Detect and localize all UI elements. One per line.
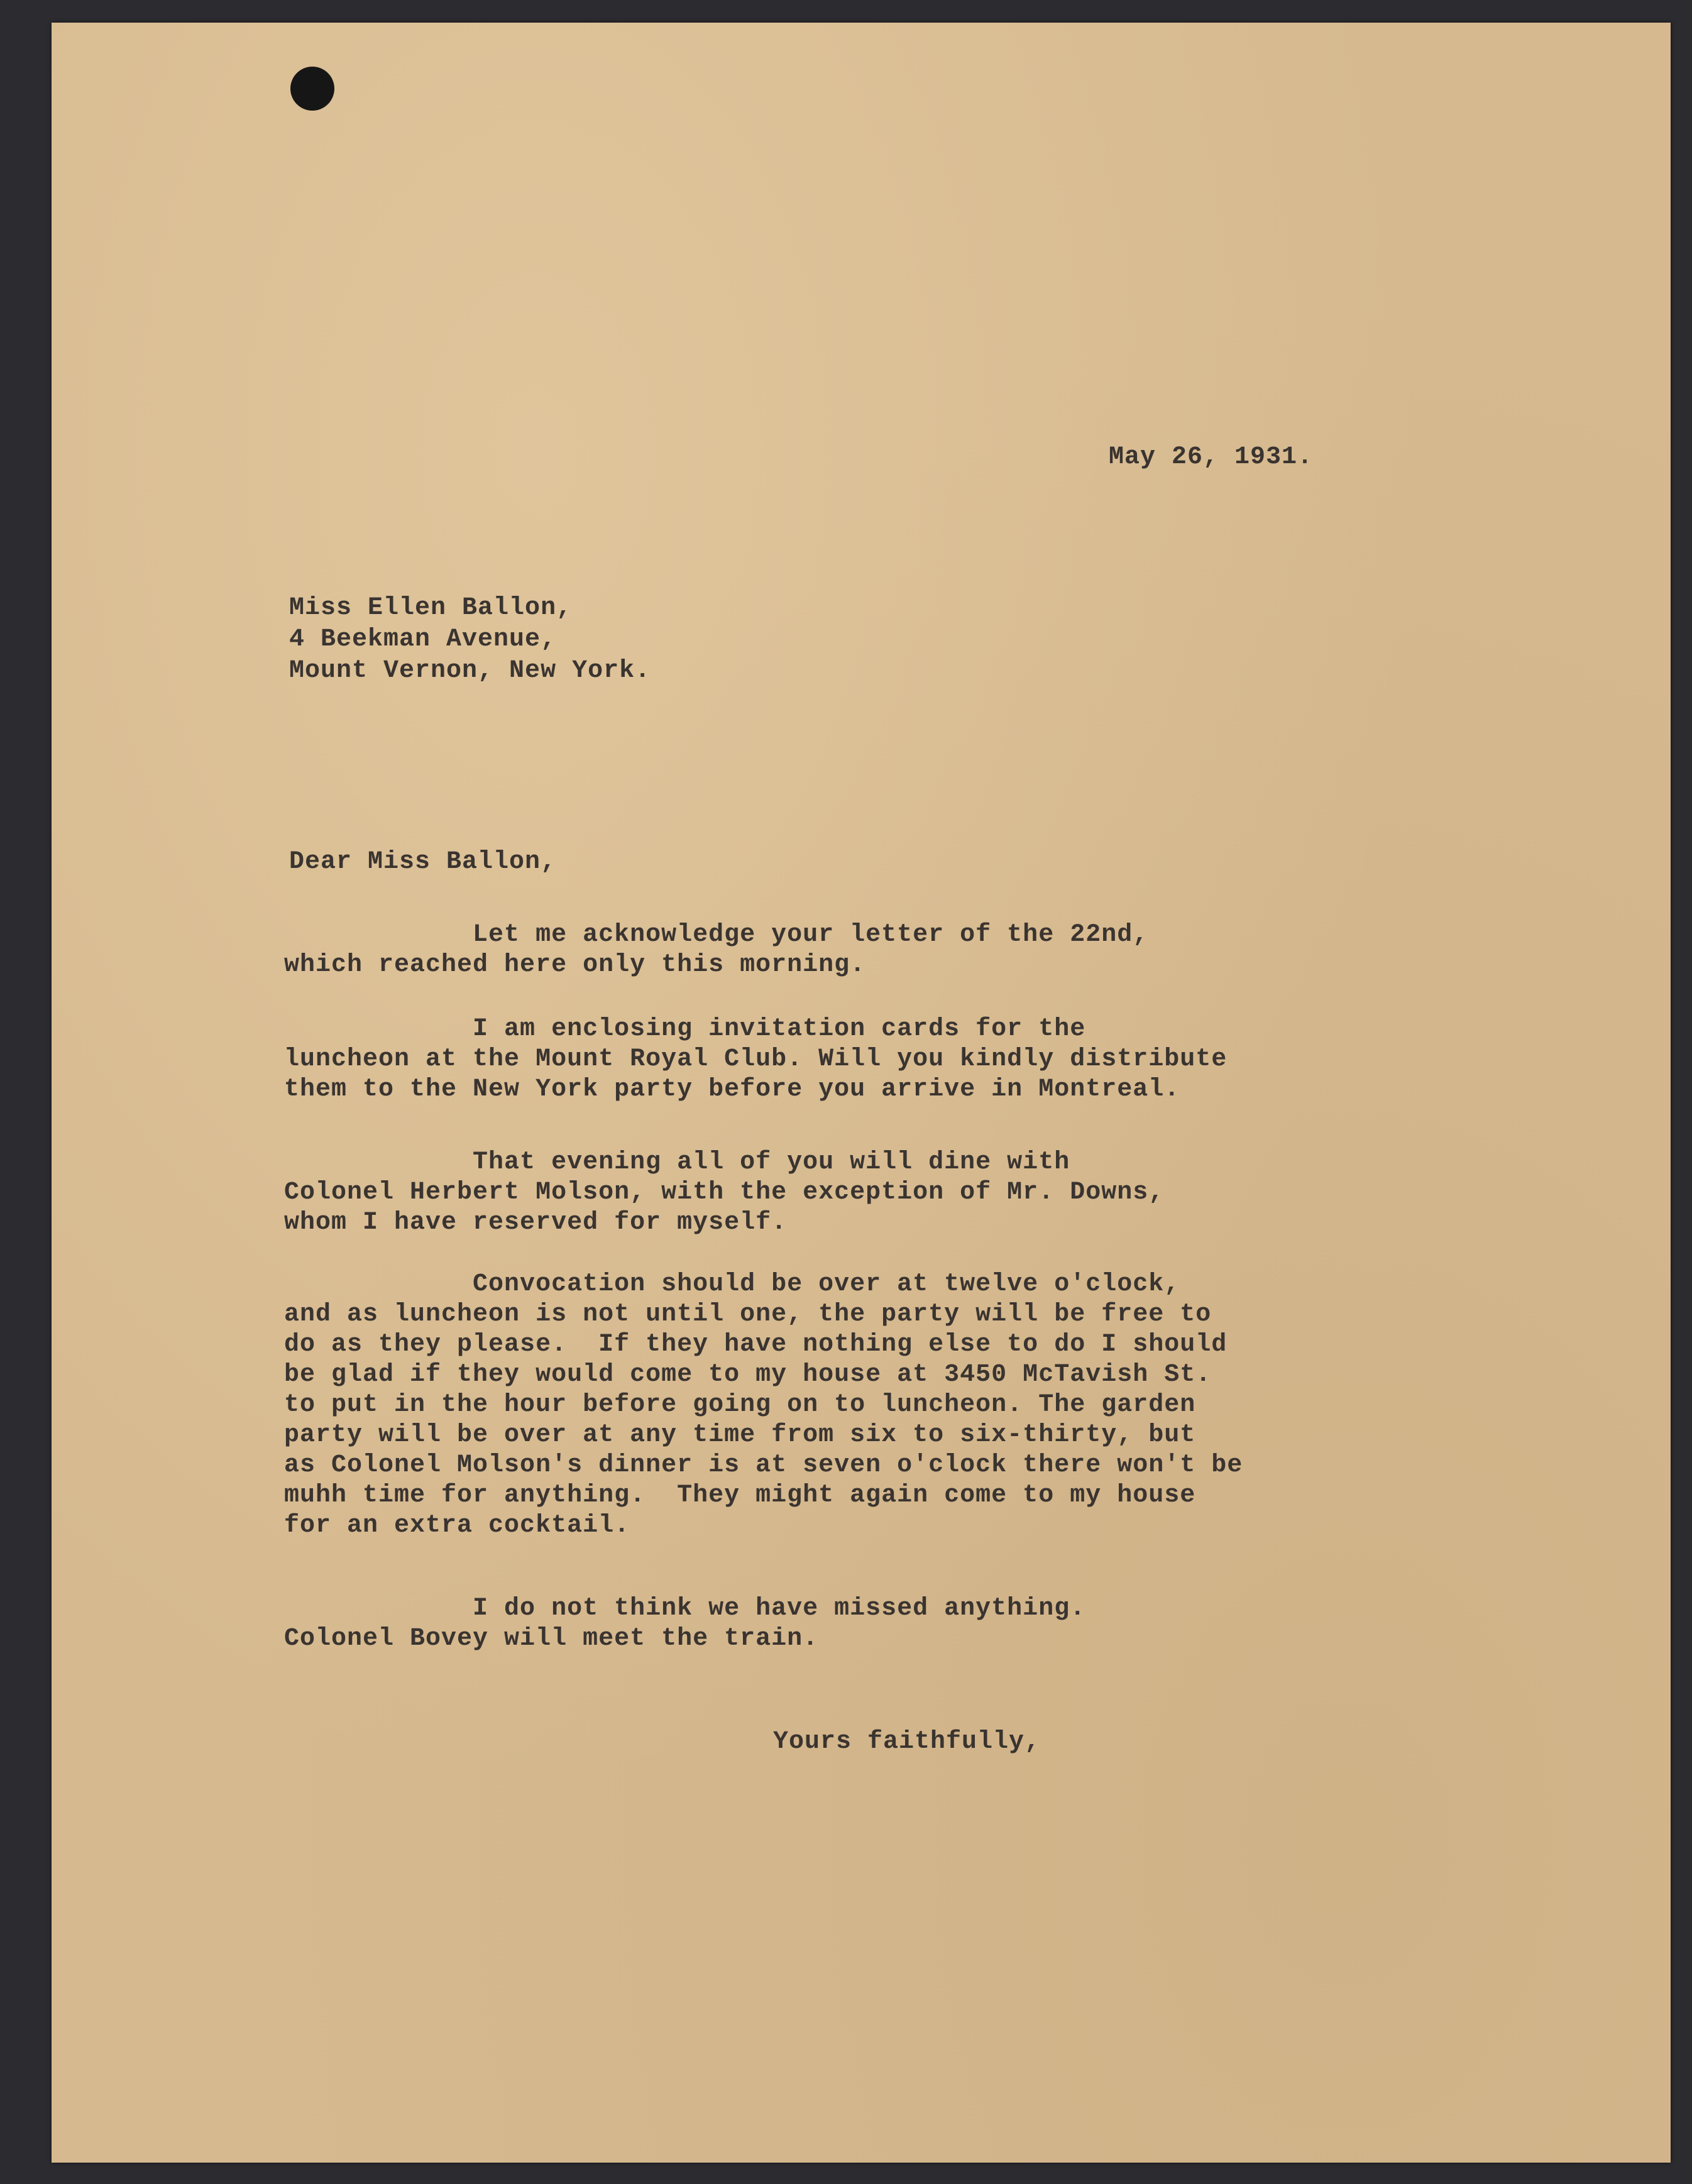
- paragraph-line: I am enclosing invitation cards for the: [284, 1015, 1086, 1043]
- paragraph-train: [284, 1594, 1085, 1654]
- paragraph-line: luncheon at the Mount Royal Club. Will you kindly distribute: [284, 1045, 1228, 1073]
- paragraph-line: do as they please. If they have nothing else to do I should: [284, 1331, 1228, 1359]
- punch-hole: [290, 67, 334, 111]
- paragraph-line: I do not think we have missed anything.: [284, 1594, 1086, 1623]
- paragraph-line: muhh time for anything. They might again come to my house: [284, 1481, 1196, 1510]
- paragraph-line: as Colonel Molson's dinner is at seven o'clock there won't be: [284, 1451, 1243, 1479]
- paragraph-line: Colonel Herbert Molson, with the exception of Mr. Downs,: [284, 1178, 1165, 1207]
- recipient-city: Mount Vernon, New York.: [289, 657, 651, 685]
- paragraph-acknowledgement: [284, 920, 1148, 980]
- paragraph-line: to put in the hour before going on to luncheon. The garden: [284, 1391, 1196, 1419]
- paragraph-line: Convocation should be over at twelve o'clock,: [284, 1270, 1180, 1298]
- paragraph-line: party will be over at any time from six to six-thirty, but: [284, 1421, 1196, 1449]
- paragraph-dinner: [284, 1148, 1164, 1238]
- recipient-street: 4 Beekman Avenue,: [289, 625, 557, 654]
- paragraph-schedule: [284, 1270, 1243, 1541]
- paragraph-invitations: [284, 1014, 1227, 1105]
- paragraph-line: and as luncheon is not until one, the party will be free to: [284, 1300, 1212, 1329]
- paragraph-line: That evening all of you will dine with: [284, 1148, 1070, 1177]
- recipient-name: Miss Ellen Ballon,: [289, 594, 573, 622]
- letter-date: May 26, 1931.: [1109, 443, 1314, 471]
- paragraph-line: Colonel Bovey will meet the train.: [284, 1625, 819, 1653]
- paragraph-line: which reached here only this morning.: [284, 951, 866, 979]
- paragraph-line: be glad if they would come to my house at 3450 McTavish St.: [284, 1361, 1212, 1389]
- closing: Yours faithfully,: [773, 1728, 1041, 1756]
- paragraph-line: Let me acknowledge your letter of the 22nd,: [284, 921, 1149, 949]
- paragraph-line: whom I have reserved for myself.: [284, 1209, 788, 1237]
- paragraph-line: for an extra cocktail.: [284, 1512, 630, 1540]
- letter-page: [52, 23, 1671, 2163]
- salutation: Dear Miss Ballon,: [289, 848, 557, 876]
- paragraph-line: them to the New York party before you arrive in Montreal.: [284, 1075, 1180, 1104]
